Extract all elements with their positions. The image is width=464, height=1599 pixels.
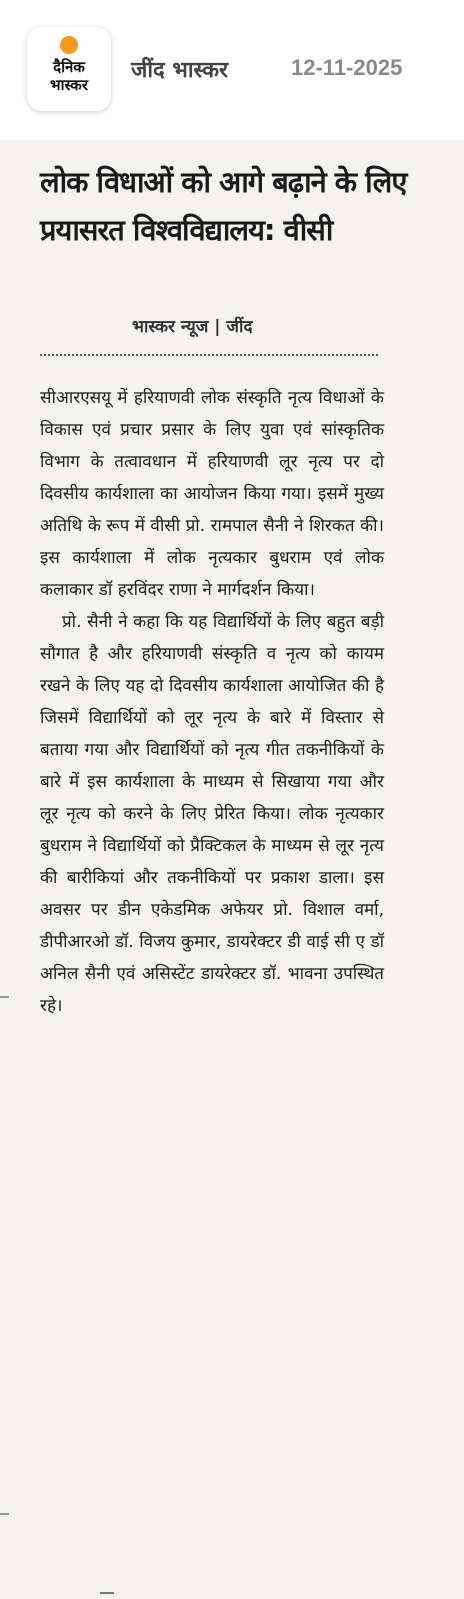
article-headline: लोक विधाओं को आगे बढ़ाने के लिए प्रयासरत विश्वविद्यालय: वीसी [40, 165, 407, 247]
page-edge-mark [100, 1592, 114, 1594]
margin-mark [0, 996, 9, 998]
article-paragraph-1: सीआरएसयू में हरियाणवी लोक संस्कृति नृत्य विधाओं के विकास एवं प्रचार प्रसार के लिए युवा एवं सांस्कृतिक विभाग के तत्वावधान में हरियाणवी लूर नृत्य पर दो दिवसीय कार्यशाला का आयोजन किया गया। इसमें मुख्य अतिथि के रूप में वीसी प्रो. रामपाल सैनी ने शिरकत की। इस कार्यशाला में लोक नृत्यकार बुधराम एवं लोक कलाकार डॉ हरविंदर राणा ने मार्गदर्शन किया। [40, 388, 384, 600]
margin-mark [0, 1513, 9, 1515]
logo-text-line1: दैनिक [53, 58, 85, 76]
dotted-divider [40, 354, 378, 356]
article-paragraph-2: प्रो. सैनी ने कहा कि यह विद्यार्थियों के लिए बहुत बड़ी सौगात है और हरियाणवी संस्कृति व नृत्य को कायम रखने के लिए यह दो दिवसीय कार्यशाला आयोजित की है जिसमें विद्यार्थियों को लूर नृत्य के बारे में विस्तार से बताया गया और विद्यार्थियों को नृत्य गीत तकनीकियों के बारे में इस कार्यशाला के माध्यम से सिखाया गया और लूर नृत्य को करने के लिए प्रेरित किया। लोक नृत्यकार बुधराम ने विद्यार्थियों को प्रैक्टिकल के माध्यम से लूर नृत्य की बारीकियां और तकनीकियों पर प्रकाश डाला। इस अवसर पर डीन एकेडमिक अफेयर प्रो. विशाल वर्मा, डीपीआरओ डॉ. विजय कुमार, डायरेक्टर डी वाई सी ए डॉ अनिल सैनी एवं असिस्टेंट डायरेक्टर डॉ. भावना उपस्थित रहे। [40, 612, 384, 1016]
article-byline: भास्कर न्यूज | जींद [132, 317, 253, 337]
article-body [40, 382, 384, 1022]
logo-text-line2: भास्कर [50, 76, 88, 94]
sun-icon [60, 36, 78, 54]
newspaper-clipping [0, 140, 464, 1599]
edition-date: 12-11-2025 [291, 55, 403, 80]
edition-title: जींद भास्कर [131, 58, 228, 83]
page-header [0, 0, 464, 140]
dainik-bhaskar-logo[interactable] [27, 27, 111, 111]
